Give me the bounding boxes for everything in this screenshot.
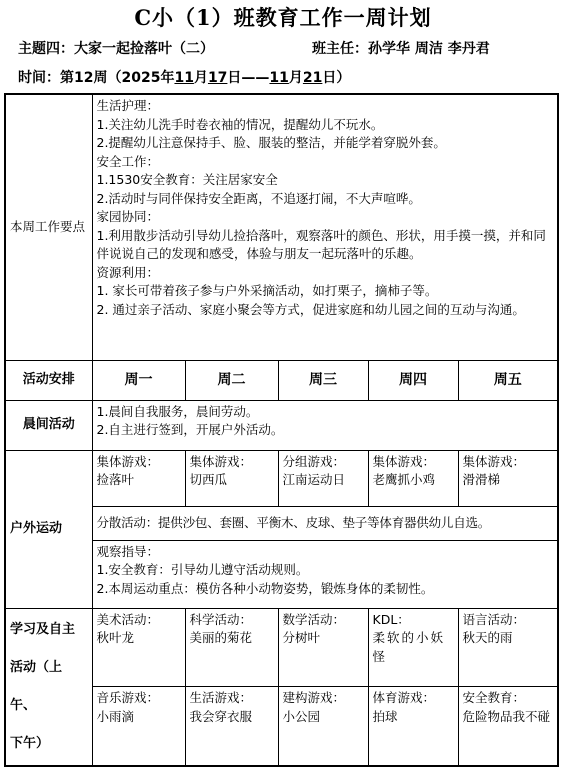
activity-name: 滑滑梯 bbox=[462, 472, 501, 487]
activity-type: 科学活动： bbox=[189, 611, 253, 627]
weekly-plan-table bbox=[4, 93, 559, 767]
learning-cell bbox=[92, 608, 185, 687]
learning-cell bbox=[368, 687, 458, 766]
learning-row-1 bbox=[5, 608, 558, 687]
time-suffix: 日） bbox=[322, 70, 351, 86]
text-line: 2.本周运动重点：模仿各种小动物姿势，锻炼身体的柔韧性。 bbox=[96, 580, 434, 596]
learning-cell bbox=[278, 687, 368, 766]
text-line: 1.1530安全教育：关注居家安全 bbox=[96, 172, 278, 187]
month-unit: 月 bbox=[288, 70, 303, 86]
observe-guidance bbox=[92, 540, 558, 608]
page-title: C小（1）班教育工作一周计划 bbox=[134, 5, 432, 30]
activity-name: 危险物品我不碰 bbox=[462, 708, 551, 724]
activity-type: 数学活动： bbox=[282, 611, 346, 627]
text-line: 1.关注幼儿洗手时卷衣袖的情况，提醒幼儿不玩水。 bbox=[96, 116, 384, 132]
activity-type: 集体游戏： bbox=[372, 453, 436, 469]
text-line: 资源利用： bbox=[96, 264, 160, 280]
day-header: 周二 bbox=[185, 360, 278, 400]
day-header: 周三 bbox=[278, 360, 368, 400]
learning-cell bbox=[92, 687, 185, 766]
activity-type: 生活游戏： bbox=[189, 690, 253, 706]
label-line: 学习及自主 bbox=[10, 621, 76, 637]
learning-cell bbox=[368, 608, 458, 687]
activity-name: 秋叶龙 bbox=[96, 630, 135, 645]
game-cell bbox=[92, 450, 185, 506]
label-line: 活动（上午、 bbox=[10, 659, 63, 713]
activity-type: 语言活动： bbox=[462, 611, 526, 627]
activity-name: 分树叶 bbox=[282, 630, 321, 645]
morning-label: 晨间活动 bbox=[5, 400, 92, 450]
activity-type: 体育游戏： bbox=[372, 690, 436, 706]
text-line: 观察指导： bbox=[96, 543, 160, 559]
learning-cell bbox=[458, 608, 558, 687]
weekly-points-label: 本周工作要点 bbox=[5, 94, 92, 360]
activity-type: KDL： bbox=[372, 611, 410, 627]
activity-type: 集体游戏： bbox=[189, 453, 253, 469]
activity-name: 我会穿衣服 bbox=[189, 708, 253, 724]
activity-type: 安全教育： bbox=[462, 690, 526, 706]
text-line: 安全工作： bbox=[96, 153, 160, 169]
activity-type: 分组游戏： bbox=[282, 453, 346, 469]
activity-name: 切西瓜 bbox=[189, 472, 228, 487]
activity-name: 柔软的小妖怪 bbox=[372, 630, 446, 664]
text-line: 1.安全教育：引导幼儿遵守活动规则。 bbox=[96, 562, 309, 577]
schedule-label: 活动安排 bbox=[5, 360, 92, 400]
activity-type: 建构游戏： bbox=[282, 690, 346, 706]
text-line: 2. 通过亲子活动、家庭小聚会等方式，促进家庭和幼儿园之间的互动与沟通。 bbox=[96, 301, 525, 317]
day-header: 周一 bbox=[92, 360, 185, 400]
morning-content bbox=[92, 400, 558, 450]
activity-name: 小雨滴 bbox=[96, 708, 135, 724]
teachers-label: 班主任：孙学华 周洁 李丹君 bbox=[312, 41, 490, 57]
activity-type: 美术活动： bbox=[96, 611, 160, 627]
scattered-activity: 分散活动：提供沙包、套圈、平衡木、皮球、垫子等体育器供幼儿自选。 bbox=[92, 506, 558, 540]
activity-name: 老鹰抓小鸡 bbox=[372, 472, 436, 487]
text-line: 生活护理： bbox=[96, 98, 160, 113]
weekly-points-content bbox=[92, 94, 558, 360]
start-month: 11 bbox=[174, 70, 194, 86]
activity-type: 集体游戏： bbox=[462, 453, 526, 469]
activity-name: 秋天的雨 bbox=[462, 630, 513, 645]
game-cell bbox=[458, 450, 558, 506]
text-line: 1.晨间自我服务，晨间劳动。 bbox=[96, 403, 259, 419]
label-line: 下午） bbox=[10, 735, 50, 751]
end-month: 11 bbox=[269, 70, 289, 86]
time-prefix: 时间：第12周（2025年 bbox=[18, 70, 175, 86]
start-day: 17 bbox=[207, 70, 228, 86]
activity-name: 江南运动日 bbox=[282, 472, 346, 487]
theme-label: 主题四：大家一起捡落叶（二） bbox=[18, 41, 214, 57]
day-header: 周四 bbox=[368, 360, 458, 400]
learning-cell bbox=[185, 608, 278, 687]
activity-name: 拍球 bbox=[372, 708, 398, 724]
weekly-points-row bbox=[5, 94, 558, 360]
outdoor-games-row bbox=[5, 450, 558, 506]
text-line: 2.自主进行签到，开展户外活动。 bbox=[96, 422, 284, 437]
end-day: 21 bbox=[302, 70, 323, 86]
game-cell bbox=[368, 450, 458, 506]
text-line: 2.提醒幼儿注意保持手、脸、服装的整洁，并能学着穿脱外套。 bbox=[96, 135, 446, 150]
learning-cell bbox=[278, 608, 368, 687]
game-cell bbox=[185, 450, 278, 506]
activity-type: 音乐游戏： bbox=[96, 690, 160, 706]
activity-name: 小公园 bbox=[282, 708, 321, 724]
game-cell bbox=[278, 450, 368, 506]
learning-cell bbox=[185, 687, 278, 766]
activity-name: 捡落叶 bbox=[96, 472, 135, 487]
day-header: 周五 bbox=[458, 360, 558, 400]
activity-name: 美丽的菊花 bbox=[189, 630, 253, 645]
schedule-header-row bbox=[5, 360, 558, 400]
day-sep: 日—— bbox=[227, 70, 270, 86]
text-line: 1.利用散步活动引导幼儿捡拾落叶，观察落叶的颜色、形状，用手摸一摸，并和同伴说说自己的发现和感受，体验与朋友一起玩落叶的乐趣。 bbox=[96, 227, 546, 261]
text-line: 1. 家长可带着孩子参与户外采摘活动，如打栗子，摘柿子等。 bbox=[96, 283, 438, 298]
activity-type: 集体游戏： bbox=[96, 453, 160, 469]
learning-label bbox=[5, 608, 92, 766]
text-line: 家园协同： bbox=[96, 209, 160, 224]
morning-row bbox=[5, 400, 558, 450]
learning-cell bbox=[458, 687, 558, 766]
text-line: 2.活动时与同伴保持安全距离，不追逐打闹，不大声喧哗。 bbox=[96, 190, 421, 206]
outdoor-label: 户外运动 bbox=[5, 450, 92, 608]
time-range bbox=[18, 67, 350, 87]
month-unit: 月 bbox=[193, 70, 208, 86]
